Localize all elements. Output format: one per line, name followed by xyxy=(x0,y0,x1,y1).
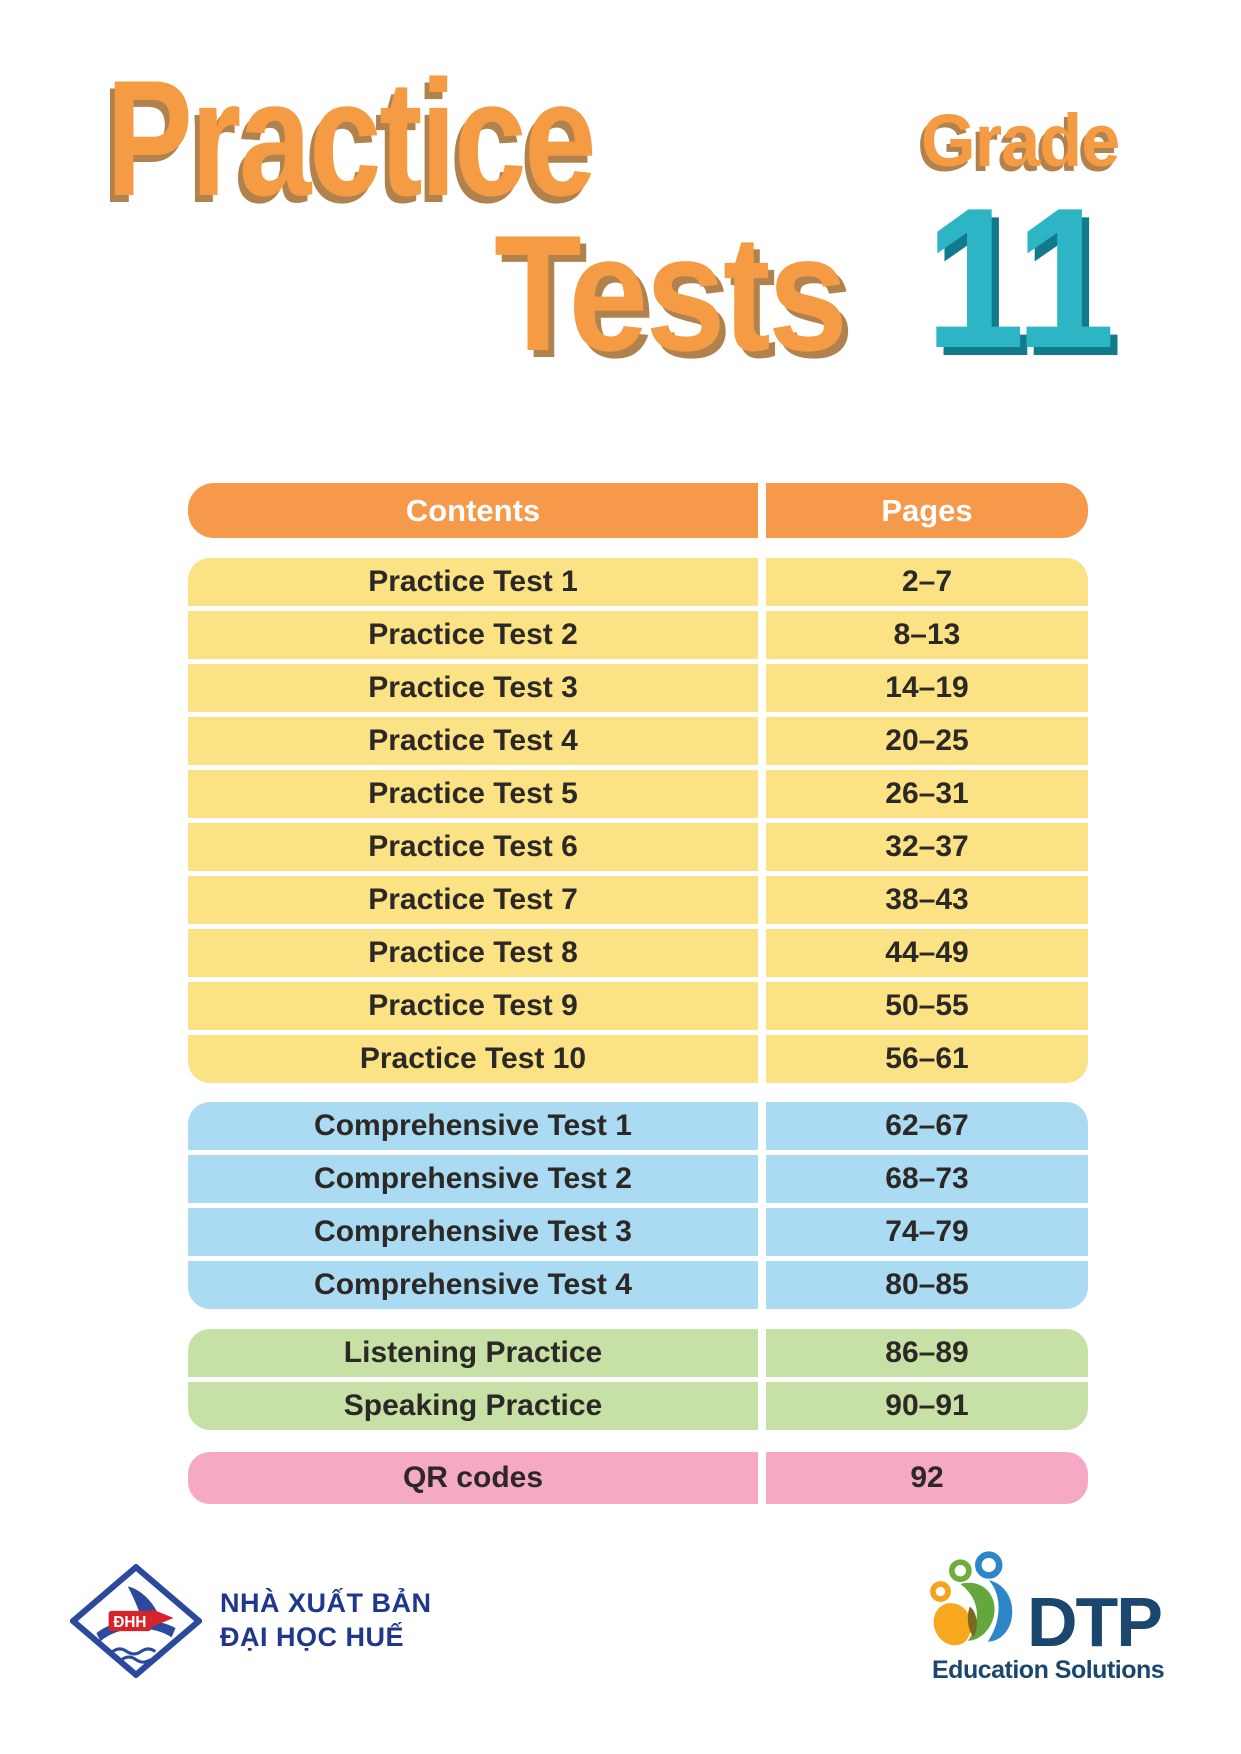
contents-column-header: Contents xyxy=(188,483,758,538)
row-pages: 20–25 xyxy=(766,717,1088,765)
row-pages: 56–61 xyxy=(766,1035,1088,1083)
row-label: Practice Test 10 xyxy=(188,1035,758,1083)
grade-label: Grade xyxy=(921,99,1120,182)
column-divider xyxy=(758,982,766,1030)
row-label: Comprehensive Test 1 xyxy=(188,1102,758,1150)
column-divider xyxy=(758,770,766,818)
row-label: Comprehensive Test 4 xyxy=(188,1261,758,1309)
row-label: Speaking Practice xyxy=(188,1382,758,1430)
row-label: Practice Test 6 xyxy=(188,823,758,871)
row-pages: 68–73 xyxy=(766,1155,1088,1203)
column-divider xyxy=(758,1382,766,1430)
row-label: Listening Practice xyxy=(188,1329,758,1377)
table-row xyxy=(188,1382,1088,1430)
table-row xyxy=(188,717,1088,765)
row-label: Comprehensive Test 3 xyxy=(188,1208,758,1256)
row-label: Practice Test 4 xyxy=(188,717,758,765)
column-divider xyxy=(758,876,766,924)
column-divider xyxy=(758,929,766,977)
table-row xyxy=(188,558,1088,606)
column-divider xyxy=(758,823,766,871)
group-practice-tests xyxy=(188,558,1088,1083)
row-pages: 2–7 xyxy=(766,558,1088,606)
column-divider xyxy=(758,558,766,606)
row-pages: 62–67 xyxy=(766,1102,1088,1150)
column-divider xyxy=(758,1155,766,1203)
row-pages: 80–85 xyxy=(766,1261,1088,1309)
title-word-practice: Practice xyxy=(106,46,595,230)
column-divider xyxy=(758,717,766,765)
dtp-tagline: Education Solutions xyxy=(932,1656,1165,1684)
group-comprehensive-tests xyxy=(188,1102,1088,1309)
row-pages: 26–31 xyxy=(766,770,1088,818)
table-row xyxy=(188,1208,1088,1256)
table-row xyxy=(188,770,1088,818)
table-row xyxy=(188,1035,1088,1083)
row-pages: 38–43 xyxy=(766,876,1088,924)
row-label: Practice Test 3 xyxy=(188,664,758,712)
row-pages: 86–89 xyxy=(766,1329,1088,1377)
dtp-people-icon xyxy=(928,1548,1023,1654)
publisher-line2: ĐẠI HỌC HUẾ xyxy=(220,1622,405,1652)
row-pages: 14–19 xyxy=(766,664,1088,712)
table-row xyxy=(188,929,1088,977)
title-word-tests: Tests xyxy=(494,201,846,385)
publisher-line1: NHÀ XUẤT BẢN xyxy=(220,1588,432,1619)
pages-column-header: Pages xyxy=(766,483,1088,538)
row-label: Practice Test 5 xyxy=(188,770,758,818)
publisher-logo-block xyxy=(70,1564,432,1678)
column-divider xyxy=(758,1035,766,1083)
row-pages: 74–79 xyxy=(766,1208,1088,1256)
table-header-row xyxy=(188,483,1088,538)
table-row xyxy=(188,611,1088,659)
row-label: Comprehensive Test 2 xyxy=(188,1155,758,1203)
column-divider xyxy=(758,1452,766,1504)
hue-university-press-logo xyxy=(70,1564,202,1678)
group-qr-codes xyxy=(188,1452,1088,1504)
row-pages: 44–49 xyxy=(766,929,1088,977)
table-row xyxy=(188,1102,1088,1150)
table-of-contents xyxy=(188,483,1088,1504)
dtp-wordmark: DTP xyxy=(1027,1583,1161,1662)
row-pages: 92 xyxy=(766,1452,1088,1504)
row-label: Practice Test 7 xyxy=(188,876,758,924)
table-row xyxy=(188,823,1088,871)
column-divider xyxy=(758,611,766,659)
column-divider xyxy=(758,1208,766,1256)
column-divider xyxy=(758,483,766,538)
row-label: Practice Test 2 xyxy=(188,611,758,659)
column-divider xyxy=(758,1329,766,1377)
row-label: Practice Test 1 xyxy=(188,558,758,606)
row-pages: 8–13 xyxy=(766,611,1088,659)
publisher-name xyxy=(220,1587,432,1655)
dhh-monogram: ĐHH xyxy=(113,1614,147,1632)
table-row xyxy=(188,1261,1088,1309)
row-pages: 32–37 xyxy=(766,823,1088,871)
table-row xyxy=(188,1155,1088,1203)
column-divider xyxy=(758,1261,766,1309)
column-divider xyxy=(758,1102,766,1150)
row-label: Practice Test 8 xyxy=(188,929,758,977)
table-row xyxy=(188,1452,1088,1504)
row-pages: 90–91 xyxy=(766,1382,1088,1430)
table-row xyxy=(188,664,1088,712)
column-divider xyxy=(758,664,766,712)
grade-number: 11 xyxy=(925,167,1116,390)
table-row xyxy=(188,1329,1088,1377)
group-skills-practice xyxy=(188,1329,1088,1430)
table-row xyxy=(188,876,1088,924)
row-label: QR codes xyxy=(188,1452,758,1504)
dtp-logo-block xyxy=(928,1548,1188,1685)
row-label: Practice Test 9 xyxy=(188,982,758,1030)
table-row xyxy=(188,982,1088,1030)
row-pages: 50–55 xyxy=(766,982,1088,1030)
